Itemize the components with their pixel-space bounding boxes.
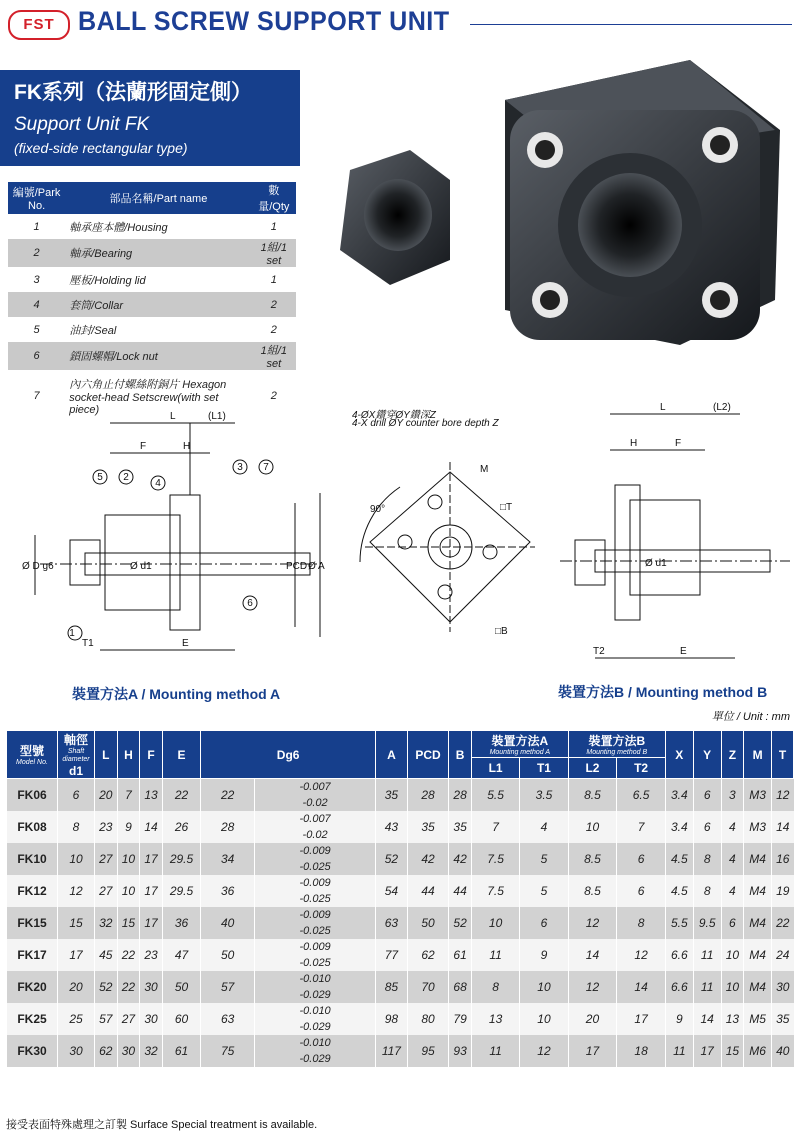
spec-cell-d: 28 xyxy=(201,811,255,843)
spec-cell-x: 11 xyxy=(665,1035,693,1067)
spec-cell-x: 5.5 xyxy=(665,907,693,939)
parts-cell-qty: 2 xyxy=(270,390,277,402)
dim-l-a: L xyxy=(170,411,176,422)
parts-cell-no: 1 xyxy=(33,220,40,233)
caption-method-a: 裝置方法A / Mounting method A xyxy=(72,686,281,702)
spec-cell-x: 6.6 xyxy=(665,971,693,1003)
spec-cell-t: 14 xyxy=(772,811,794,843)
spec-cell-tol-lo: -0.025 xyxy=(255,891,376,907)
spec-cell-f: 14 xyxy=(140,811,163,843)
spec-header-l2: L2 xyxy=(568,758,617,779)
dim-l2-b: (L2) xyxy=(713,402,731,413)
parts-cell-no: 2 xyxy=(8,239,65,267)
parts-cell-no: 5 xyxy=(33,323,40,336)
spec-cell-y: 11 xyxy=(693,971,721,1003)
parts-cell-qty: 2 xyxy=(270,323,277,336)
dim-e-a: E xyxy=(182,638,189,649)
spec-cell-z: 15 xyxy=(721,1035,744,1067)
series-banner xyxy=(0,70,300,166)
spec-row xyxy=(7,811,794,827)
dim-h-b: H xyxy=(630,438,638,449)
parts-cell-name: 軸承座本體/Housing xyxy=(69,221,168,234)
spec-cell-y: 8 xyxy=(693,843,721,875)
spec-cell-d1: 30 xyxy=(58,1035,95,1067)
dim-b: □B xyxy=(495,626,508,637)
spec-cell-t1: 6 xyxy=(520,907,568,939)
spec-cell-tol-hi: -0.007 xyxy=(255,779,376,796)
spec-cell-model: FK10 xyxy=(7,843,58,875)
spec-cell-m: M4 xyxy=(744,907,772,939)
spec-cell-z: 4 xyxy=(721,875,744,907)
spec-cell-z: 10 xyxy=(721,939,744,971)
spec-cell-h: 30 xyxy=(117,1035,140,1067)
spec-cell-tol-lo: -0.02 xyxy=(255,827,376,843)
spec-cell-b: 42 xyxy=(449,843,472,875)
spec-cell-m: M5 xyxy=(744,1003,772,1035)
brand-logo: FST xyxy=(8,10,70,40)
callout-4: 4 xyxy=(155,478,161,489)
spec-cell-l: 45 xyxy=(95,939,118,971)
spec-cell-h: 15 xyxy=(117,907,140,939)
spec-cell-t2: 14 xyxy=(617,971,666,1003)
spec-cell-z: 13 xyxy=(721,1003,744,1035)
spec-cell-tol-hi: -0.010 xyxy=(255,1003,376,1019)
banner-english-title: Support Unit FK xyxy=(14,114,150,135)
spec-cell-l: 27 xyxy=(95,843,118,875)
spec-cell-y: 8 xyxy=(693,875,721,907)
spec-cell-d: 22 xyxy=(201,779,255,812)
parts-row xyxy=(8,342,296,370)
spec-cell-pcd: 62 xyxy=(407,939,449,971)
spec-table xyxy=(6,730,794,1067)
spec-cell-l: 27 xyxy=(95,875,118,907)
spec-header-y: Y xyxy=(693,731,721,779)
spec-cell-m: M3 xyxy=(744,779,772,812)
spec-cell-t1: 5 xyxy=(520,875,568,907)
parts-cell-qty: 1組/1 set xyxy=(252,239,296,267)
spec-cell-d: 63 xyxy=(201,1003,255,1035)
spec-cell-d: 75 xyxy=(201,1035,255,1067)
parts-row xyxy=(8,317,296,342)
spec-cell-m: M4 xyxy=(744,971,772,1003)
spec-cell-y: 9.5 xyxy=(693,907,721,939)
spec-cell-e: 22 xyxy=(162,779,200,812)
spec-cell-z: 4 xyxy=(721,811,744,843)
spec-cell-h: 9 xyxy=(117,811,140,843)
spec-cell-e: 47 xyxy=(162,939,200,971)
parts-cell-no: 7 xyxy=(33,390,40,402)
spec-cell-h: 10 xyxy=(117,843,140,875)
drawing-method-a xyxy=(20,405,340,690)
spec-cell-d1: 15 xyxy=(58,907,95,939)
dim-l1-a: (L1) xyxy=(208,411,226,422)
spec-cell-t1: 9 xyxy=(520,939,568,971)
parts-cell-qty: 1 xyxy=(270,220,277,233)
spec-cell-t1: 3.5 xyxy=(520,779,568,812)
spec-header-b: B xyxy=(449,731,472,779)
spec-cell-pcd: 70 xyxy=(407,971,449,1003)
spec-cell-d: 36 xyxy=(201,875,255,907)
spec-cell-d: 50 xyxy=(201,939,255,971)
spec-cell-l1: 11 xyxy=(471,1035,519,1067)
spec-cell-pcd: 42 xyxy=(407,843,449,875)
spec-cell-pcd: 44 xyxy=(407,875,449,907)
spec-header-model: 型號 Model No. xyxy=(7,731,58,779)
spec-cell-e: 61 xyxy=(162,1035,200,1067)
spec-cell-b: 68 xyxy=(449,971,472,1003)
spec-cell-f: 23 xyxy=(140,939,163,971)
spec-cell-b: 44 xyxy=(449,875,472,907)
lock-nut-photo xyxy=(340,150,450,285)
spec-header-t1: T1 xyxy=(520,758,568,779)
callout-5: 5 xyxy=(97,472,103,483)
dim-d-a: Ø D g6 xyxy=(22,561,54,572)
footnote: 接受表面特殊處理之訂製 Surface Special treatment is available. xyxy=(6,1119,318,1131)
spec-cell-d1: 20 xyxy=(58,971,95,1003)
spec-header-pcd: PCD xyxy=(407,731,449,779)
spec-header-l: L xyxy=(95,731,118,779)
spec-cell-l1: 7 xyxy=(471,811,519,843)
spec-cell-e: 36 xyxy=(162,907,200,939)
parts-cell-name: 壓板/Holding lid xyxy=(69,274,146,287)
spec-cell-h: 22 xyxy=(117,939,140,971)
parts-table xyxy=(8,182,296,422)
spec-cell-pcd: 50 xyxy=(407,907,449,939)
spec-cell-e: 60 xyxy=(162,1003,200,1035)
spec-cell-d1: 25 xyxy=(58,1003,95,1035)
spec-cell-x: 6.6 xyxy=(665,939,693,971)
spec-header-h: H xyxy=(117,731,140,779)
spec-cell-t: 16 xyxy=(772,843,794,875)
spec-cell-m: M4 xyxy=(744,843,772,875)
spec-cell-a: 98 xyxy=(376,1003,408,1035)
parts-header-no: 編號/Park No. xyxy=(8,182,65,214)
spec-cell-f: 30 xyxy=(140,971,163,1003)
spec-cell-l: 52 xyxy=(95,971,118,1003)
spec-header-t: T xyxy=(772,731,794,779)
spec-cell-l: 57 xyxy=(95,1003,118,1035)
spec-cell-t: 12 xyxy=(772,779,794,812)
spec-cell-a: 52 xyxy=(376,843,408,875)
spec-cell-f: 30 xyxy=(140,1003,163,1035)
spec-cell-tol-lo: -0.025 xyxy=(255,923,376,939)
spec-cell-b: 35 xyxy=(449,811,472,843)
spec-cell-x: 4.5 xyxy=(665,875,693,907)
spec-cell-l1: 7.5 xyxy=(471,843,519,875)
spec-cell-d1: 6 xyxy=(58,779,95,812)
parts-cell-no: 6 xyxy=(8,342,65,370)
spec-cell-tol-hi: -0.009 xyxy=(255,939,376,955)
spec-cell-tol-lo: -0.025 xyxy=(255,955,376,971)
dim-pcd-a: PCD xyxy=(286,561,308,572)
spec-cell-t2: 7 xyxy=(617,811,666,843)
spec-cell-tol-hi: -0.009 xyxy=(255,907,376,923)
dim-t2-b: T2 xyxy=(593,646,605,657)
spec-cell-t2: 6 xyxy=(617,875,666,907)
dim-d1-a: Ø d1 xyxy=(130,561,152,572)
spec-cell-d1: 10 xyxy=(58,843,95,875)
spec-cell-t1: 4 xyxy=(520,811,568,843)
spec-cell-b: 52 xyxy=(449,907,472,939)
spec-cell-z: 3 xyxy=(721,779,744,812)
spec-cell-l1: 11 xyxy=(471,939,519,971)
spec-cell-b: 93 xyxy=(449,1035,472,1067)
spec-row xyxy=(7,1003,794,1019)
parts-row xyxy=(8,239,296,267)
spec-row xyxy=(7,843,794,859)
spec-cell-model: FK30 xyxy=(7,1035,58,1067)
spec-cell-f: 17 xyxy=(140,907,163,939)
parts-cell-qty: 1 xyxy=(270,273,277,286)
callout-7: 7 xyxy=(263,462,269,473)
spec-cell-t2: 8 xyxy=(617,907,666,939)
spec-cell-t1: 10 xyxy=(520,1003,568,1035)
parts-cell-no: 4 xyxy=(8,292,65,317)
parts-row xyxy=(8,267,296,292)
spec-cell-d1: 12 xyxy=(58,875,95,907)
spec-cell-tol-lo: -0.029 xyxy=(255,1019,376,1035)
spec-row xyxy=(7,907,794,923)
spec-cell-t: 19 xyxy=(772,875,794,907)
spec-header-l1: L1 xyxy=(471,758,519,779)
spec-cell-h: 10 xyxy=(117,875,140,907)
spec-cell-tol-hi: -0.010 xyxy=(255,1035,376,1051)
spec-header-f: F xyxy=(140,731,163,779)
spec-cell-model: FK08 xyxy=(7,811,58,843)
spec-header-method-b: 裝置方法B Mounting method B xyxy=(568,731,665,758)
spec-cell-a: 63 xyxy=(376,907,408,939)
parts-cell-name: 內六角止付螺絲附銅片 Hexagon socket-head Setscrew(with set piece) xyxy=(69,379,227,416)
housing-photo xyxy=(505,60,780,345)
title-rule xyxy=(470,24,792,25)
spec-cell-m: M4 xyxy=(744,939,772,971)
dim-l-b: L xyxy=(660,402,666,413)
spec-row xyxy=(7,939,794,955)
spec-cell-pcd: 80 xyxy=(407,1003,449,1035)
parts-header-qty: 數量/Qty xyxy=(252,182,296,214)
spec-cell-tol-hi: -0.009 xyxy=(255,843,376,859)
spec-header-d1: 軸徑 Shaft diameter d1 xyxy=(58,731,95,779)
spec-row xyxy=(7,1035,794,1051)
spec-cell-l: 32 xyxy=(95,907,118,939)
spec-cell-l2: 10 xyxy=(568,811,617,843)
spec-cell-t: 22 xyxy=(772,907,794,939)
callout-1: 1 xyxy=(69,628,75,639)
spec-cell-x: 9 xyxy=(665,1003,693,1035)
spec-cell-t1: 12 xyxy=(520,1035,568,1067)
banner-english-subtitle: (fixed-side rectangular type) xyxy=(14,140,188,156)
spec-cell-model: FK17 xyxy=(7,939,58,971)
spec-cell-t2: 6.5 xyxy=(617,779,666,812)
product-photo xyxy=(310,50,800,360)
drill-note-cn: 4-ØX鑽穿ØY鑽深Z xyxy=(352,410,436,421)
spec-cell-l2: 20 xyxy=(568,1003,617,1035)
spec-cell-l1: 10 xyxy=(471,907,519,939)
spec-header-m: M xyxy=(744,731,772,779)
spec-cell-l: 23 xyxy=(95,811,118,843)
spec-row xyxy=(7,875,794,891)
spec-cell-l1: 13 xyxy=(471,1003,519,1035)
unit-note: 單位 / Unit : mm xyxy=(711,711,790,723)
spec-cell-b: 28 xyxy=(449,779,472,812)
dim-angle: 90° xyxy=(370,504,386,515)
spec-cell-t2: 17 xyxy=(617,1003,666,1035)
dim-e-b: E xyxy=(680,646,687,657)
spec-cell-f: 17 xyxy=(140,875,163,907)
spec-cell-a: 77 xyxy=(376,939,408,971)
dim-f-b: F xyxy=(675,438,682,449)
parts-header-name: 部品名稱/Part name xyxy=(65,182,251,214)
spec-cell-e: 29.5 xyxy=(162,843,200,875)
spec-cell-x: 4.5 xyxy=(665,843,693,875)
spec-cell-l1: 5.5 xyxy=(471,779,519,812)
spec-cell-t2: 12 xyxy=(617,939,666,971)
spec-cell-a: 43 xyxy=(376,811,408,843)
spec-cell-x: 3.4 xyxy=(665,779,693,812)
spec-cell-tol-lo: -0.025 xyxy=(255,859,376,875)
spec-cell-l1: 7.5 xyxy=(471,875,519,907)
banner-chinese-title: FK系列（法蘭形固定側） xyxy=(14,81,252,104)
parts-cell-qty: 2 xyxy=(252,292,296,317)
spec-cell-l2: 8.5 xyxy=(568,779,617,812)
dim-m: M xyxy=(480,464,489,475)
spec-cell-t2: 18 xyxy=(617,1035,666,1067)
parts-cell-no: 3 xyxy=(33,273,40,286)
spec-cell-pcd: 35 xyxy=(407,811,449,843)
parts-cell-qty: 1組/1 set xyxy=(252,342,296,370)
spec-header-a: A xyxy=(376,731,408,779)
spec-cell-f: 17 xyxy=(140,843,163,875)
spec-cell-z: 6 xyxy=(721,907,744,939)
parts-cell-name: 鎖固螺帽/Lock nut xyxy=(65,342,251,370)
spec-cell-y: 11 xyxy=(693,939,721,971)
spec-cell-t: 35 xyxy=(772,1003,794,1035)
spec-header-method-a: 裝置方法A Mounting method A xyxy=(471,731,568,758)
dim-t: □T xyxy=(500,502,513,513)
parts-cell-name: 套筒/Collar xyxy=(65,292,251,317)
drill-note-en: 4-X drill ØY counter bore depth Z xyxy=(352,418,499,429)
spec-header-z: Z xyxy=(721,731,744,779)
spec-cell-l: 20 xyxy=(95,779,118,812)
dim-t1-a: T1 xyxy=(82,638,94,649)
callout-2: 2 xyxy=(123,472,129,483)
callout-3: 3 xyxy=(237,462,243,473)
spec-cell-m: M6 xyxy=(744,1035,772,1067)
parts-row xyxy=(8,214,296,239)
dim-d1-b: Ø d1 xyxy=(645,558,667,569)
spec-header-x: X xyxy=(665,731,693,779)
spec-cell-m: M3 xyxy=(744,811,772,843)
spec-cell-m: M4 xyxy=(744,875,772,907)
spec-cell-l2: 12 xyxy=(568,907,617,939)
drawing-front-view xyxy=(340,432,560,652)
spec-cell-y: 6 xyxy=(693,811,721,843)
spec-cell-d: 57 xyxy=(201,971,255,1003)
spec-cell-d1: 17 xyxy=(58,939,95,971)
spec-cell-t: 24 xyxy=(772,939,794,971)
spec-cell-l1: 8 xyxy=(471,971,519,1003)
spec-cell-model: FK12 xyxy=(7,875,58,907)
spec-cell-tol-hi: -0.009 xyxy=(255,875,376,891)
spec-header-dg6: Dg6 xyxy=(201,731,376,779)
spec-cell-t2: 6 xyxy=(617,843,666,875)
spec-cell-t: 30 xyxy=(772,971,794,1003)
spec-cell-a: 35 xyxy=(376,779,408,812)
spec-cell-model: FK20 xyxy=(7,971,58,1003)
spec-cell-model: FK15 xyxy=(7,907,58,939)
spec-cell-e: 29.5 xyxy=(162,875,200,907)
spec-cell-tol-hi: -0.007 xyxy=(255,811,376,827)
dim-f-a: F xyxy=(140,441,147,452)
spec-cell-b: 79 xyxy=(449,1003,472,1035)
spec-cell-f: 13 xyxy=(140,779,163,812)
spec-cell-y: 14 xyxy=(693,1003,721,1035)
spec-cell-y: 6 xyxy=(693,779,721,812)
spec-cell-b: 61 xyxy=(449,939,472,971)
spec-row xyxy=(7,971,794,987)
dim-a-a: Ø A xyxy=(308,561,325,572)
caption-method-b: 裝置方法B / Mounting method B xyxy=(558,684,768,700)
spec-cell-e: 50 xyxy=(162,971,200,1003)
spec-cell-d: 34 xyxy=(201,843,255,875)
spec-cell-d1: 8 xyxy=(58,811,95,843)
spec-cell-model: FK25 xyxy=(7,1003,58,1035)
spec-cell-pcd: 28 xyxy=(407,779,449,812)
parts-cell-name: 油封/Seal xyxy=(69,324,117,337)
spec-cell-z: 10 xyxy=(721,971,744,1003)
spec-cell-l2: 12 xyxy=(568,971,617,1003)
page-title: BALL SCREW SUPPORT UNIT xyxy=(78,6,450,36)
spec-cell-a: 54 xyxy=(376,875,408,907)
spec-cell-a: 117 xyxy=(376,1035,408,1067)
spec-cell-e: 26 xyxy=(162,811,200,843)
dim-h-a: H xyxy=(183,441,191,452)
spec-cell-d: 40 xyxy=(201,907,255,939)
spec-cell-f: 32 xyxy=(140,1035,163,1067)
spec-header-t2: T2 xyxy=(617,758,666,779)
spec-cell-tol-hi: -0.010 xyxy=(255,971,376,987)
spec-cell-h: 7 xyxy=(117,779,140,812)
spec-cell-a: 85 xyxy=(376,971,408,1003)
spec-row xyxy=(7,779,794,796)
spec-cell-z: 4 xyxy=(721,843,744,875)
spec-cell-t1: 10 xyxy=(520,971,568,1003)
spec-cell-x: 3.4 xyxy=(665,811,693,843)
spec-cell-t: 40 xyxy=(772,1035,794,1067)
spec-cell-l: 62 xyxy=(95,1035,118,1067)
spec-cell-l2: 17 xyxy=(568,1035,617,1067)
parts-cell-name: 軸承/Bearing xyxy=(65,239,251,267)
spec-cell-tol-lo: -0.029 xyxy=(255,987,376,1003)
drawing-method-b xyxy=(555,400,795,680)
spec-cell-tol-lo: -0.029 xyxy=(255,1051,376,1067)
spec-cell-h: 22 xyxy=(117,971,140,1003)
spec-cell-h: 27 xyxy=(117,1003,140,1035)
spec-cell-l2: 8.5 xyxy=(568,875,617,907)
spec-cell-pcd: 95 xyxy=(407,1035,449,1067)
spec-cell-l2: 8.5 xyxy=(568,843,617,875)
parts-row xyxy=(8,292,296,317)
spec-cell-l2: 14 xyxy=(568,939,617,971)
callout-6: 6 xyxy=(247,598,253,609)
spec-cell-y: 17 xyxy=(693,1035,721,1067)
spec-cell-t1: 5 xyxy=(520,843,568,875)
spec-header-e: E xyxy=(162,731,200,779)
spec-cell-model: FK06 xyxy=(7,779,58,812)
spec-cell-tol-lo: -0.02 xyxy=(255,795,376,811)
